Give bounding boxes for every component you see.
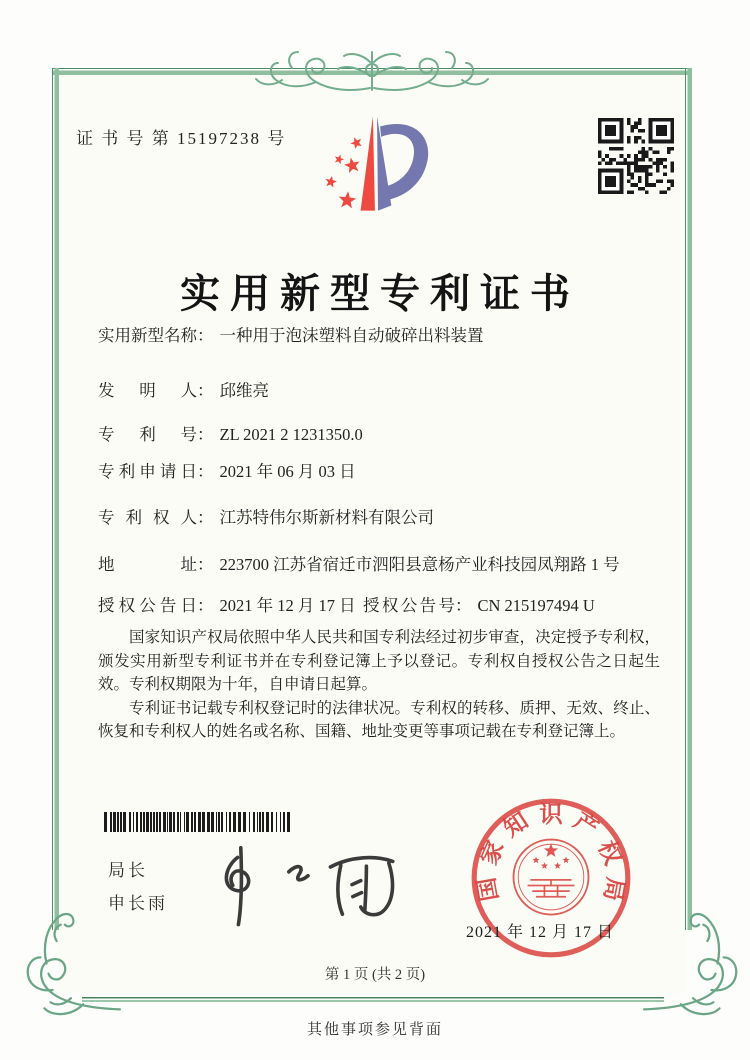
field-row-address xyxy=(98,551,670,575)
field-label: 授权公告号 xyxy=(363,596,455,615)
legal-paragraph: 专利证书记载专利权登记时的法律状况。专利权的转移、质押、无效、终止、恢复和专利权人的姓名或名称、国籍、地址变更等事项记载在专利登记簿上。 xyxy=(98,699,660,740)
seal-date: 2021 年 12 月 17 日 xyxy=(466,924,615,941)
frame-border-right xyxy=(685,68,692,930)
field-row-grant-date xyxy=(98,592,670,616)
certificate-number: 证 书 号 第 15197238 号 xyxy=(76,129,287,148)
field-label: 专利权人 xyxy=(98,508,197,527)
seal-text: 国家知识产权局 xyxy=(473,801,629,903)
field-colon: ： xyxy=(197,596,214,615)
field-colon: ： xyxy=(197,381,214,400)
field-value: 一种用于泡沫塑料自动破碎出料装置 xyxy=(219,326,484,345)
field-colon: ： xyxy=(455,596,472,615)
field-label: 专利申请日 xyxy=(98,462,197,481)
field-colon: ： xyxy=(197,326,214,345)
field-value: 江苏特伟尔斯新材料有限公司 xyxy=(219,508,434,527)
field-value: 邱维亮 xyxy=(219,381,269,400)
floral-crest-icon xyxy=(252,46,492,96)
field-row-inventor xyxy=(98,377,670,401)
field-value: 223700 江苏省宿迁市泗阳县意杨产业科技园凤翔路 1 号 xyxy=(219,555,620,574)
frame-border-bottom-rule xyxy=(82,997,664,1002)
field-colon: ： xyxy=(197,508,214,527)
commissioner-name: 申长雨 xyxy=(108,894,168,913)
back-side-note: 其他事项参见背面 xyxy=(306,1022,443,1038)
field-row-utility-model-name xyxy=(98,322,670,346)
field-label: 实用新型名称 xyxy=(98,326,197,345)
cnipa-logo-icon xyxy=(314,106,440,224)
qr-code xyxy=(596,118,676,194)
field-grant-number xyxy=(363,592,595,616)
certificate-title: 实用新型专利证书 xyxy=(180,271,580,316)
field-label: 专利号 xyxy=(98,425,197,444)
page-number: 第 1 页 (共 2 页) xyxy=(324,967,426,983)
field-label: 地址 xyxy=(98,555,197,574)
frame-border-left xyxy=(52,68,59,930)
field-colon: ： xyxy=(197,555,214,574)
field-row-filing-date xyxy=(98,458,670,482)
field-value: ZL 2021 2 1231350.0 xyxy=(219,425,363,444)
field-row-patent-number xyxy=(98,421,670,445)
field-label: 发明人 xyxy=(98,381,197,400)
legal-text-block xyxy=(98,626,660,744)
field-row-patentee xyxy=(98,504,670,528)
handwritten-signature xyxy=(196,836,404,938)
field-value: 2021 年 06 月 03 日 xyxy=(219,462,356,481)
legal-paragraph: 国家知识产权局依照中华人民共和国专利法经过初步审查，决定授予专利权，颁发实用新型专利证书并在专利登记簿上予以登记。专利权自授权公告之日起生效。专利权期限为十年，自申请日起算。 xyxy=(98,629,660,693)
field-value: CN 215197494 U xyxy=(477,596,595,615)
field-colon: ： xyxy=(197,425,214,444)
field-colon: ： xyxy=(197,462,214,481)
barcode xyxy=(104,812,296,832)
field-value: 2021 年 12 月 17 日 xyxy=(219,596,356,615)
commissioner-title: 局长 xyxy=(108,861,148,880)
field-label: 授权公告日 xyxy=(98,596,197,615)
